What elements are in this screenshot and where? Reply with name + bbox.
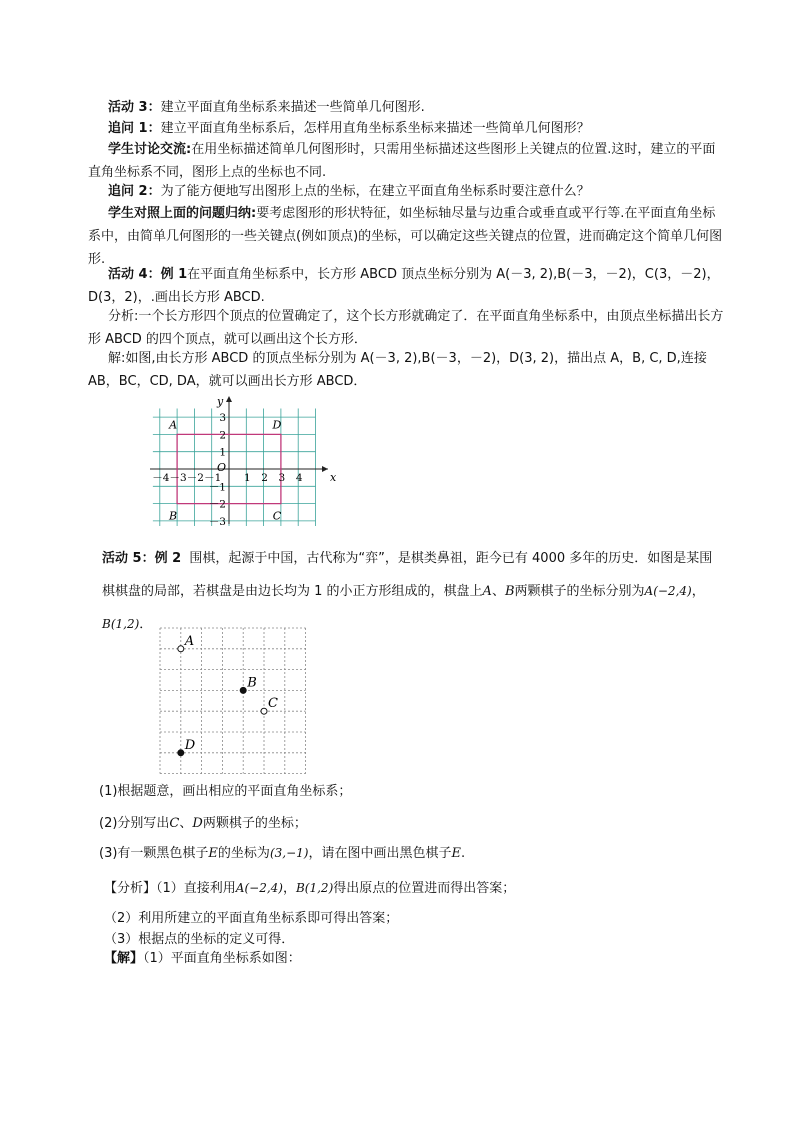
analysis2-p1-suffix: 得出原点的位置进而得出答案；: [333, 881, 516, 896]
x-axis-arrow: [322, 466, 328, 472]
analysis2-coord-b: B(1,2): [295, 881, 334, 895]
activity5-separator: 、: [491, 584, 505, 599]
analysis2-line2: （2）利用所建立的平面直角坐标系即可得出答案；: [104, 911, 399, 926]
discussion-label: 学生讨论交流:: [108, 142, 192, 157]
stone-label-b: B: [247, 675, 257, 691]
solution2-label: 【解】: [104, 951, 144, 966]
stone-d: [178, 750, 184, 756]
stone-label-a: A: [184, 633, 195, 649]
x-axis-label: x: [330, 471, 337, 484]
activity4-label: 活动 4：: [108, 267, 161, 282]
x-tick-label: 4: [295, 472, 303, 484]
q3-prefix: (3)有一颗黑色棋子: [99, 846, 209, 861]
stone-c: [261, 708, 267, 714]
question-list-item-1: (1)根据题意，画出相应的平面直角坐标系；: [99, 784, 352, 799]
rectangle-graph: [150, 396, 340, 526]
vertex-label-d: D: [272, 418, 282, 432]
q2-suffix: 两颗棋子的坐标；: [202, 816, 307, 831]
q3-coordinate: (3,−1): [269, 846, 309, 860]
origin-label: O: [216, 461, 226, 474]
question2-paragraph: [88, 180, 724, 203]
y-axis-label: y: [217, 396, 224, 408]
summary-label: 学生对照上面的问题归纳:: [108, 206, 257, 221]
discussion-text: 在用坐标描述简单几何图形时，只需用坐标描述这些图形上关键点的位置.这时，建立的平面直角坐标系不同，图形上点的坐标也不同.: [88, 142, 716, 180]
graph-labels: [152, 396, 337, 526]
analysis2-line3: （3）根据点的坐标的定义可得．: [104, 932, 295, 947]
question2-text: 为了能方便地写出图形上点的坐标，在建立平面直角坐标系时要注意什么？: [160, 184, 590, 199]
question1-label: 追问 1：: [108, 121, 161, 136]
q3-middle: 的坐标为: [217, 846, 270, 861]
activity5-label: 活动 5：例 2: [102, 551, 182, 566]
x-tick-label: 2: [261, 472, 268, 484]
vertex-label-b: B: [169, 509, 178, 523]
example1-label: 例 1: [160, 267, 188, 282]
activity4-text: 在平面直角坐标系中，长方形 ABCD 顶点坐标分别为 A(－3, 2),B(－3，－2)，C(3，－2)，D(3，2)，.画出长方形 ABCD.: [88, 267, 720, 305]
activity5-coord-a: A(−2,4): [644, 584, 692, 598]
y-tick-label: 2: [219, 429, 226, 442]
q2-separator: 、: [179, 816, 193, 831]
analysis2-coord-a: A(−2,4): [235, 881, 283, 895]
analysis1-paragraph: 分析:一个长方形四个顶点的位置确定了，这个长方形就确定了．在平面直角坐标系中，由顶点坐标描出长方形 ABCD 的四个顶点，就可以画出这个长方形．: [88, 309, 724, 347]
board-stones: [178, 634, 278, 756]
go-board-figure: [156, 624, 316, 774]
stone-a: [178, 646, 184, 652]
solution1-paragraph: 解:如图,由长方形 ABCD 的顶点坐标分别为 A(－3, 2),B(－3，－2)，D(3, 2)，描出点 A，B, C, D,连接 AB，BC，CD, DA，就可以画出长方形 ABCD．: [88, 351, 707, 389]
question-list-item-3: [99, 842, 724, 865]
question1-text: 建立平面直角坐标系后，怎样用直角坐标系坐标来描述一些简单几何图形？: [160, 121, 590, 136]
x-tick-label: 1: [243, 472, 251, 484]
discussion-paragraph: [88, 138, 724, 184]
activity3-text: 建立平面直角坐标系来描述一些简单几何图形.: [160, 100, 425, 115]
activity3-label: 活动 3：: [108, 100, 161, 115]
y-tick-label: －3: [208, 515, 226, 526]
q2-point-d: D: [192, 816, 203, 831]
q3-suffix: ，请在图中画出黑色棋子: [308, 846, 452, 861]
question1-paragraph: [88, 117, 724, 140]
q3-point-e: E: [208, 846, 218, 861]
summary-paragraph: [88, 202, 724, 271]
x-tick-label: －1: [204, 472, 222, 484]
analysis2-separator: ，: [282, 881, 296, 896]
summary-text: 要考虑图形的形状特征，如坐标轴尽量与边重合或垂直或平行等.在平面直角坐标系中，由简单几何图形的一些关键点(例如顶点)的坐标，可以确定这些关键点的位置，进而确定这个简单几何图形.: [88, 206, 723, 267]
y-tick-label: 1: [219, 446, 226, 459]
y-tick-label: －2: [208, 498, 226, 511]
solution2-text: （1）平面直角坐标系如图：: [143, 951, 301, 966]
y-axis-arrow: [226, 396, 232, 402]
x-tick-label: －2: [186, 472, 204, 484]
stone-b: [240, 687, 246, 693]
y-tick-label: －1: [208, 481, 226, 494]
activity3-paragraph: [88, 96, 724, 119]
activity5-point-a: A: [482, 584, 492, 599]
solution2-line: [104, 948, 724, 969]
analysis2-label: 【分析】: [104, 881, 157, 896]
stone-label-d: D: [184, 737, 196, 753]
activity5-text2: 两颗棋子的坐标分别为: [514, 584, 645, 599]
activity5-point-b: B: [504, 584, 515, 599]
x-tick-label: －3: [169, 472, 187, 484]
x-tick-label: －4: [152, 472, 170, 484]
stone-label-c: C: [268, 696, 278, 712]
q2-point-c: C: [169, 816, 180, 831]
vertex-label-c: C: [272, 509, 282, 523]
activity5-end: ．: [139, 617, 153, 632]
q3-end: .: [460, 846, 466, 861]
activity5-text1: 围棋，起源于中国，古代称为“弈”，是棋类鼻祖，距今已有 4000 多年的历史．如图是某围棋棋盘的局部，若棋盘是由边长均为 1 的小正方形组成的，棋盘上: [102, 551, 713, 599]
activity4-paragraph: [88, 263, 724, 309]
q2-prefix: (2)分别写出: [99, 816, 170, 831]
question2-label: 追问 2：: [108, 184, 161, 199]
analysis2-p1-prefix: （1）直接利用: [156, 881, 236, 896]
x-tick-label: 3: [278, 472, 286, 484]
analysis2-line1: [104, 877, 724, 900]
y-tick-label: 3: [219, 412, 226, 425]
vertex-label-a: A: [169, 418, 178, 432]
activity5-comma: ，: [691, 584, 705, 599]
q3-point-e-second: E: [451, 846, 461, 861]
activity5-coord-b: B(1,2): [102, 617, 140, 631]
question-list-item-2: [99, 812, 724, 835]
